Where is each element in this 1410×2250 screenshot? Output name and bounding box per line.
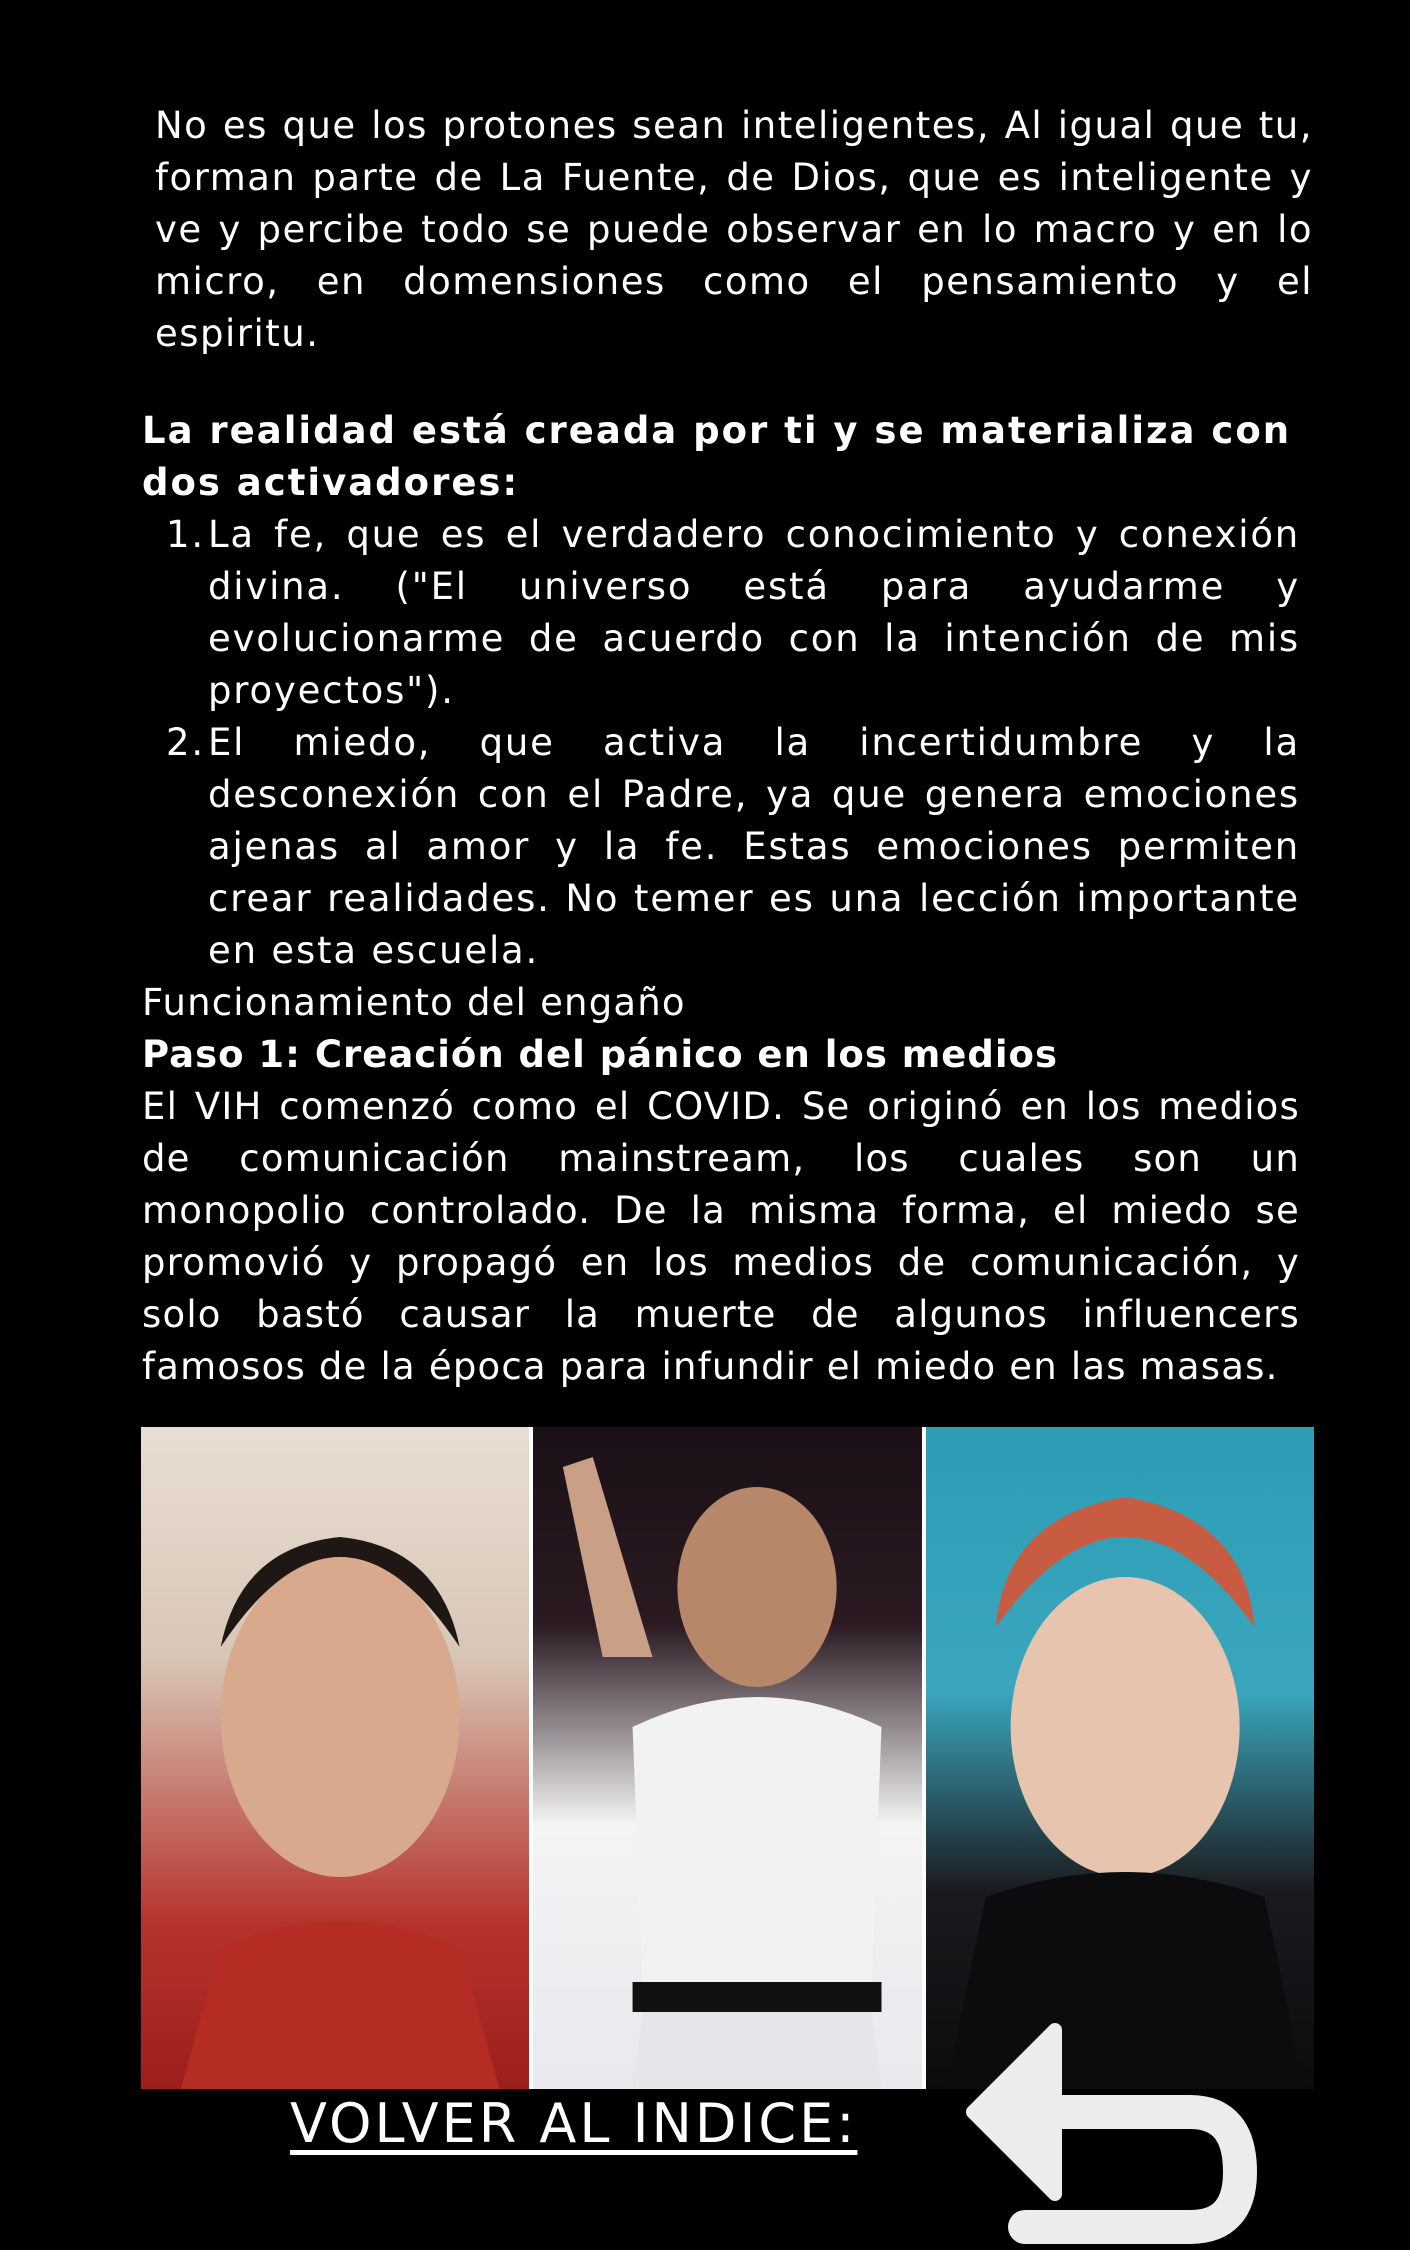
list-item-text: La fe, que es el verdadero conocimiento y conexión divina. ("El universo está para ayudarme y evolucionarme de acuerdo con la intención de mis proyectos"). <box>208 513 1300 712</box>
realidad-heading: La realidad está creada por ti y se materializa con dos activadores: <box>142 409 1292 504</box>
photo-right <box>926 1427 1314 2089</box>
photo-collage <box>141 1427 1314 2089</box>
return-arrow-icon[interactable] <box>965 2022 1265 2250</box>
photo-center <box>533 1427 921 2089</box>
engano-body: El VIH comenzó como el COVID. Se originó en los medios de comunicación mainstream, los cuales son un monopolio controlado. De la misma forma, el miedo se promovió y propagó en los medios de comunicación, y solo bastó causar la muerte de algunos influencers famosos de la época para infundir el miedo en las masas. <box>142 1085 1300 1388</box>
intro-paragraph: No es que los protones sean inteligentes, Al igual que tu, forman parte de La Fuente, de Dios, que es inteligente y ve y percibe todo se puede observar en lo macro y en lo micro, en domensiones como el pensamiento y el espiritu. <box>155 104 1313 355</box>
list-number: 1. <box>166 513 205 556</box>
list-item <box>166 717 1300 977</box>
photo-left <box>141 1427 529 2089</box>
list-number: 2. <box>166 721 205 764</box>
engano-title: Funcionamiento del engaño <box>142 981 686 1024</box>
step-title: Paso 1: Creación del pánico en los medios <box>142 1033 1058 1076</box>
content-section <box>142 405 1300 1393</box>
back-to-index-link[interactable]: VOLVER AL INDICE: <box>290 2092 858 2155</box>
list-item <box>166 509 1300 717</box>
list-item-text: El miedo, que activa la incertidumbre y la desconexión con el Padre, ya que genera emociones ajenas al amor y la fe. Estas emociones permiten crear realidades. No temer es una lección importante en esta escuela. <box>208 721 1300 972</box>
activators-list <box>142 509 1300 977</box>
